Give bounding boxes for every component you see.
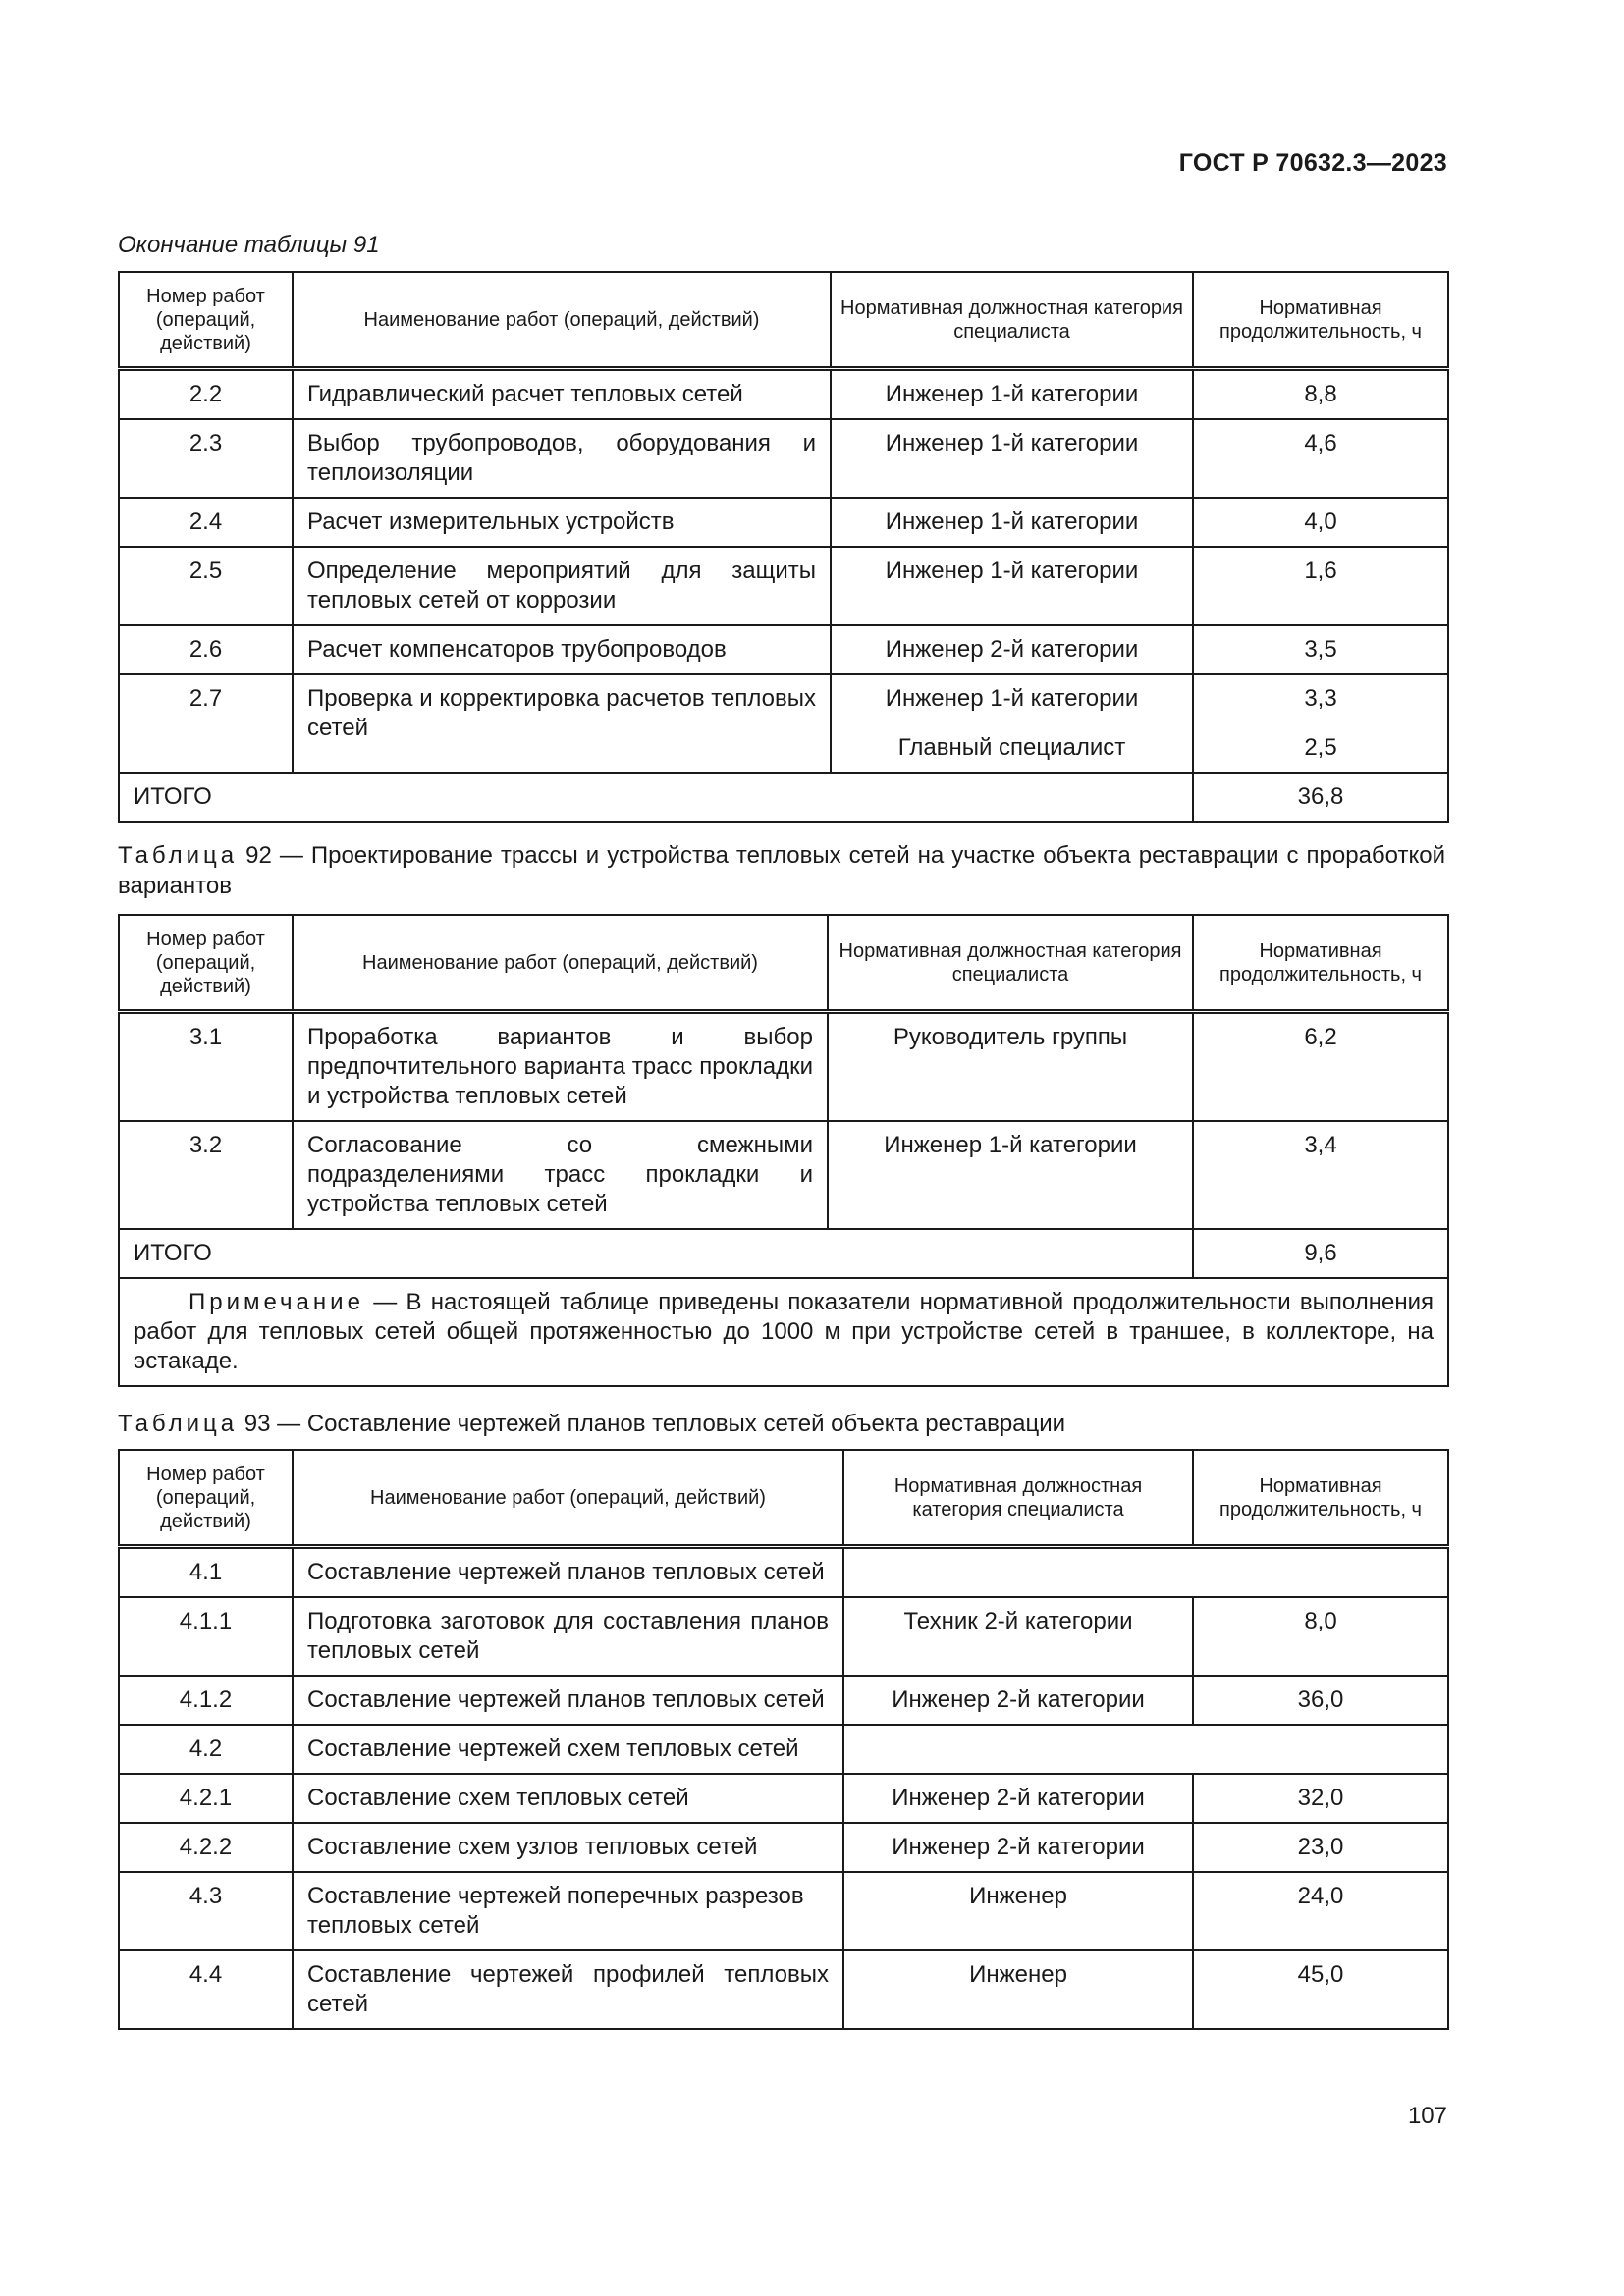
row-name: Составление схем узлов тепловых сетей	[293, 1823, 843, 1872]
row-empty-merged	[843, 1547, 1448, 1598]
table-row	[119, 1012, 1448, 1122]
table-row	[119, 1676, 1448, 1725]
row-name: Согласование со смежными подразделениями трасс прокладки и устройства тепловых сетей	[293, 1121, 828, 1229]
row-num: 2.3	[119, 419, 293, 498]
table-93	[118, 1449, 1449, 2030]
total-row	[119, 773, 1448, 822]
row-num: 2.7	[119, 674, 293, 773]
row-name: Составление чертежей поперечных разрезов тепловых сетей	[293, 1872, 843, 1950]
table-92-caption	[118, 840, 1445, 901]
row-duration-1: 3,3	[1304, 685, 1337, 712]
row-num: 4.2	[119, 1725, 293, 1774]
row-name: Расчет измерительных устройств	[293, 498, 831, 547]
row-duration	[1193, 674, 1448, 773]
row-duration: 3,4	[1193, 1121, 1448, 1229]
row-category: Руководитель группы	[828, 1012, 1193, 1122]
note-text: — В настоящей таблице приведены показатели нормативной продолжительности выполнения работ для тепловых сетей общей протяженностью до 1000 м при устройстве сетей в траншее, в коллекторе, на эстакаде.	[134, 1289, 1434, 1374]
row-duration: 4,0	[1193, 498, 1448, 547]
row-category: Инженер 2-й категории	[843, 1774, 1193, 1823]
header-duration: Нормативная продолжительность, ч	[1193, 915, 1448, 1012]
row-duration: 8,0	[1193, 1597, 1448, 1676]
row-num: 4.3	[119, 1872, 293, 1950]
table-91-continuation-caption: Окончание таблицы 91	[118, 232, 380, 258]
table-header-row	[119, 915, 1448, 1012]
table-93-caption-text: 93 — Составление чертежей планов тепловых сетей объекта реставрации	[244, 1411, 1066, 1437]
table-row	[119, 1774, 1448, 1823]
row-name: Составление чертежей планов тепловых сетей	[293, 1676, 843, 1725]
row-category: Инженер 2-й категории	[831, 625, 1193, 674]
row-name: Проработка вариантов и выбор предпочтительного варианта трасс прокладки и устройства тепловых сетей	[293, 1012, 828, 1122]
table-row	[119, 547, 1448, 625]
table-92-caption-text: 92 — Проектирование трассы и устройства тепловых сетей на участке объекта реставрации с проработкой вариантов	[118, 842, 1445, 899]
row-name: Расчет компенсаторов трубопроводов	[293, 625, 831, 674]
row-num: 4.4	[119, 1950, 293, 2029]
row-name: Подготовка заготовок для составления планов тепловых сетей	[293, 1597, 843, 1676]
row-num: 4.1	[119, 1547, 293, 1598]
row-num: 4.1.2	[119, 1676, 293, 1725]
row-num: 2.2	[119, 369, 293, 420]
table-row	[119, 1950, 1448, 2029]
row-num: 4.2.2	[119, 1823, 293, 1872]
header-num: Номер работ (операций, действий)	[119, 1450, 293, 1547]
row-num: 4.1.1	[119, 1597, 293, 1676]
row-duration: 8,8	[1193, 369, 1448, 420]
table-93-caption	[118, 1409, 1445, 1439]
row-duration-2: 2,5	[1304, 734, 1337, 761]
table-header-row	[119, 1450, 1448, 1547]
header-duration: Нормативная продолжительность, ч	[1193, 1450, 1448, 1547]
row-empty-merged	[843, 1725, 1448, 1774]
row-category	[831, 674, 1193, 773]
header-category: Нормативная должностная категория специалиста	[843, 1450, 1193, 1547]
total-label: ИТОГО	[119, 1229, 1193, 1278]
row-duration: 6,2	[1193, 1012, 1448, 1122]
header-name: Наименование работ (операций, действий)	[293, 272, 831, 369]
row-duration: 32,0	[1193, 1774, 1448, 1823]
row-category: Инженер 1-й категории	[828, 1121, 1193, 1229]
row-num: 2.4	[119, 498, 293, 547]
table-row	[119, 1597, 1448, 1676]
total-value: 36,8	[1193, 773, 1448, 822]
row-name: Выбор трубопроводов, оборудования и теплоизоляции	[293, 419, 831, 498]
table-93-caption-word: Таблица	[118, 1411, 239, 1437]
row-category: Инженер 1-й категории	[831, 547, 1193, 625]
table-row	[119, 498, 1448, 547]
header-name: Наименование работ (операций, действий)	[293, 915, 828, 1012]
row-name: Проверка и корректировка расчетов тепловых сетей	[293, 674, 831, 773]
row-name: Составление чертежей планов тепловых сетей	[293, 1547, 843, 1598]
header-category: Нормативная должностная категория специалиста	[828, 915, 1193, 1012]
row-category-1: Инженер 1-й категории	[885, 685, 1139, 712]
header-category: Нормативная должностная категория специалиста	[831, 272, 1193, 369]
total-row	[119, 1229, 1448, 1278]
row-duration: 1,6	[1193, 547, 1448, 625]
row-name: Составление схем тепловых сетей	[293, 1774, 843, 1823]
note-row	[119, 1278, 1448, 1386]
row-name: Определение мероприятий для защиты тепловых сетей от коррозии	[293, 547, 831, 625]
row-duration: 36,0	[1193, 1676, 1448, 1725]
table-row	[119, 1872, 1448, 1950]
table-note	[119, 1278, 1448, 1386]
row-num: 2.5	[119, 547, 293, 625]
row-category: Инженер 1-й категории	[831, 419, 1193, 498]
row-num: 3.1	[119, 1012, 293, 1122]
row-category: Техник 2-й категории	[843, 1597, 1193, 1676]
row-duration: 24,0	[1193, 1872, 1448, 1950]
row-duration: 23,0	[1193, 1823, 1448, 1872]
header-duration: Нормативная продолжительность, ч	[1193, 272, 1448, 369]
header-num: Номер работ (операций, действий)	[119, 915, 293, 1012]
table-row	[119, 674, 1448, 773]
table-row	[119, 625, 1448, 674]
total-label: ИТОГО	[119, 773, 1193, 822]
row-duration: 4,6	[1193, 419, 1448, 498]
document-code: ГОСТ Р 70632.3—2023	[1178, 149, 1447, 177]
table-92-caption-word: Таблица	[118, 842, 239, 869]
table-header-row	[119, 272, 1448, 369]
table-row	[119, 1823, 1448, 1872]
row-name: Гидравлический расчет тепловых сетей	[293, 369, 831, 420]
table-row	[119, 1121, 1448, 1229]
row-duration: 3,5	[1193, 625, 1448, 674]
table-row	[119, 1547, 1448, 1598]
page-number: 107	[1407, 2103, 1447, 2129]
row-num: 3.2	[119, 1121, 293, 1229]
row-name: Составление чертежей профилей тепловых сетей	[293, 1950, 843, 2029]
row-category: Инженер 2-й категории	[843, 1676, 1193, 1725]
row-num: 2.6	[119, 625, 293, 674]
header-num: Номер работ (операций, действий)	[119, 272, 293, 369]
table-row	[119, 1725, 1448, 1774]
row-category-2: Главный специалист	[897, 734, 1126, 761]
row-category: Инженер 2-й категории	[843, 1823, 1193, 1872]
table-row	[119, 419, 1448, 498]
row-num: 4.2.1	[119, 1774, 293, 1823]
row-name: Составление чертежей схем тепловых сетей	[293, 1725, 843, 1774]
table-row	[119, 369, 1448, 420]
row-duration: 45,0	[1193, 1950, 1448, 2029]
total-value: 9,6	[1193, 1229, 1448, 1278]
row-category: Инженер	[843, 1872, 1193, 1950]
header-name: Наименование работ (операций, действий)	[293, 1450, 843, 1547]
row-category: Инженер 1-й категории	[831, 498, 1193, 547]
table-92	[118, 914, 1449, 1387]
note-word: Примечание	[189, 1289, 364, 1315]
row-category: Инженер	[843, 1950, 1193, 2029]
row-category: Инженер 1-й категории	[831, 369, 1193, 420]
table-91	[118, 271, 1449, 823]
